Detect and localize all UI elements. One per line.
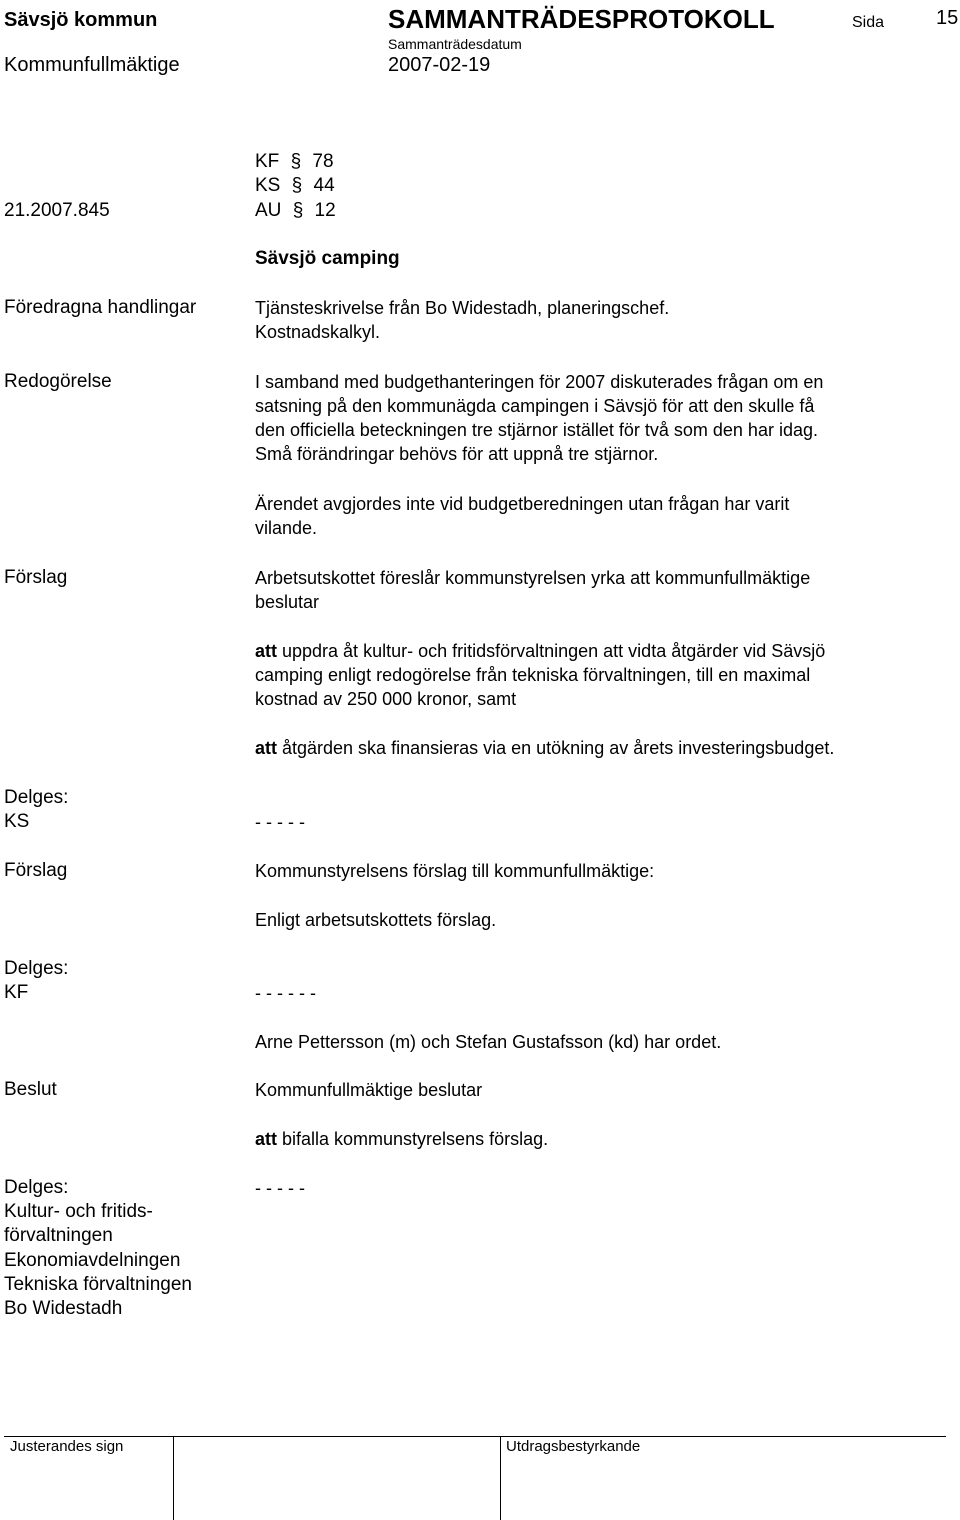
footer-utdragsbestyrkande: Utdragsbestyrkande (506, 1438, 641, 1455)
delges-recipient: KS (4, 811, 30, 832)
beslut-att-clause: att bifalla kommunstyrelsens förslag. (255, 1129, 549, 1149)
header-date: 2007-02-19 (388, 54, 491, 76)
forslag-line: Arbetsutskottet föreslår kommunstyrelsen yrka att kommunfullmäktige (255, 568, 811, 588)
att-keyword: att (255, 738, 277, 758)
redogorelse-line: vilande. (255, 518, 318, 538)
delges3-recipient: Ekonomiavdelningen (4, 1250, 181, 1271)
label-delges-2: Delges: (4, 958, 69, 979)
section-symbol: § (290, 151, 302, 172)
handlingar-line-2: Kostnadskalkyl. (255, 322, 381, 342)
footer-divider (173, 1436, 174, 1520)
footer-rule (4, 1436, 946, 1437)
label-handlingar: Föredragna handlingar (4, 297, 197, 318)
header-page-number: 15 (936, 7, 959, 29)
redogorelse-line: satsning på den kommunägda campingen i Sävsjö för att den skulle få (255, 396, 815, 416)
redogorelse-line: I samband med budgethanteringen för 2007 diskuterades frågan om en (255, 372, 824, 392)
header-doc-type: SAMMANTRÄDESPROTOKOLL (388, 4, 775, 34)
label-delges-3: Delges: (4, 1177, 69, 1198)
label-delges: Delges: (4, 787, 69, 808)
header-date-label: Sammanträdesdatum (388, 36, 522, 52)
delges2-dashes: - - - - - - (255, 983, 316, 1003)
section-symbol: § (291, 175, 303, 196)
diary-number: 21.2007.845 (4, 200, 110, 221)
speakers-line: Arne Pettersson (m) och Stefan Gustafsson (kd) har ordet. (255, 1032, 722, 1052)
label-redogorelse: Redogörelse (4, 371, 112, 392)
label-beslut: Beslut (4, 1079, 57, 1100)
delges3-recipient: Tekniska förvaltningen (4, 1274, 192, 1295)
delges3-dashes: - - - - - (255, 1178, 305, 1198)
label-forslag-2: Förslag (4, 860, 68, 881)
ref-ks: KS § 44 (255, 175, 335, 196)
forslag2-line-1: Kommunstyrelsens förslag till kommunfullmäktige: (255, 861, 655, 881)
delges2-recipient: KF (4, 982, 29, 1003)
forslag-line: beslutar (255, 592, 320, 612)
att-keyword: att (255, 641, 277, 661)
section-symbol: § (292, 200, 304, 221)
forslag2-line-2: Enligt arbetsutskottets förslag. (255, 910, 497, 930)
header-page-label: Sida (852, 14, 885, 31)
redogorelse-line: Små förändringar behövs för att uppnå tre stjärnor. (255, 444, 659, 464)
delges3-recipient: förvaltningen (4, 1225, 113, 1246)
att-clause-1: att uppdra åt kultur- och fritidsförvaltningen att vidta åtgärder vid Sävsjö camping enligt redogörelse från tekniska förvaltningen, till en maximal kostnad av 250 000 kronor, samt (255, 641, 826, 709)
label-forslag: Förslag (4, 567, 68, 588)
header-org: Sävsjö kommun (4, 9, 158, 31)
ref-kf: KF § 78 (255, 151, 334, 172)
footer-justerandes-sign: Justerandes sign (10, 1438, 124, 1455)
delges3-recipient: Bo Widestadh (4, 1298, 123, 1319)
footer-divider (500, 1436, 501, 1520)
redogorelse-paragraph (255, 370, 945, 466)
forslag-paragraph (255, 566, 945, 614)
redogorelse-line: den officiella beteckningen tre stjärnor istället för två som den har idag. (255, 420, 818, 440)
beslut-line-1: Kommunfullmäktige beslutar (255, 1080, 483, 1100)
att-clause-2: att åtgärden ska finansieras via en utökning av årets investeringsbudget. (255, 738, 835, 758)
header-body: Kommunfullmäktige (4, 54, 180, 76)
delges-dashes: - - - - - (255, 812, 305, 832)
handlingar-line-1: Tjänsteskrivelse från Bo Widestadh, planeringschef. (255, 298, 670, 318)
page-title: Sävsjö camping (255, 248, 400, 269)
ref-au: AU § 12 (255, 200, 336, 221)
delges3-recipient: Kultur- och fritids- (4, 1201, 153, 1222)
redogorelse-paragraph-2 (255, 492, 945, 540)
redogorelse-line: Ärendet avgjordes inte vid budgetberedningen utan frågan har varit (255, 494, 790, 514)
att-keyword: att (255, 1129, 277, 1149)
